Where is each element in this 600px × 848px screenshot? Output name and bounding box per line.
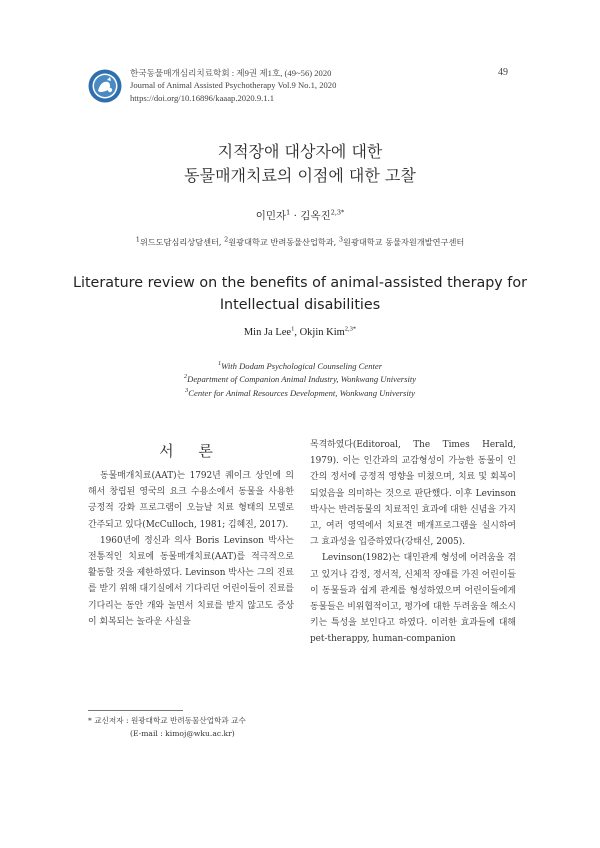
authors-ko — [0, 208, 600, 223]
author-sup: 2,3* — [344, 325, 357, 333]
affiliation-sup: 1 — [135, 235, 140, 244]
journal-name-ko: 한국동물매개심리치료학회 : 제9권 제1호, (49~56) 2020 — [130, 68, 332, 78]
paper-title-ko — [0, 140, 600, 188]
page-number: 49 — [498, 67, 508, 78]
author-sup: 1 — [291, 325, 295, 333]
author-name: Min Ja Lee — [243, 327, 292, 338]
affiliation-sup: 3 — [185, 386, 189, 394]
affiliations-ko — [0, 237, 600, 248]
author-sup: 1 — [286, 208, 291, 217]
title-en-line2: Intellectual disabilities — [219, 296, 381, 313]
journal-logo-icon — [88, 69, 122, 103]
affiliation-text: Department of Companion Animal Industry, Wonkwang University — [187, 374, 417, 385]
body-paragraph: 목격하였다(Editoroal, The Times Herald, 1979). 이는 인간과의 교감형성이 가능한 동물이 인간의 정서에 긍정적 영향을 미쳤으며, 치료 및 회복이 되었음을 의미하는 것으로 판단했다. 이후 Levinson 박사는 반려동물의 치료적인 효과에 대한 신념을 가지고, 여러 영역에서 치료견 매개프로그램을 실시하여 그 효과성을 입증하였다(강태신, 2005). — [310, 440, 516, 548]
affiliations-en — [0, 360, 600, 400]
doi-link[interactable]: https://doi.org/10.16896/kaaap.2020.9.1.1 — [130, 92, 275, 103]
author-sup: 2,3* — [330, 208, 345, 217]
affiliation-sup: 3 — [338, 235, 344, 244]
author-name: 김옥진 — [300, 210, 331, 222]
affiliation-text: 원광대학교 반려동물산업학과, — [228, 237, 339, 247]
affiliation-text: With Dodam Psychological Counseling Center — [221, 361, 383, 371]
affiliation-line — [0, 360, 600, 373]
affiliation-text: Center for Animal Resources Development, Wonkwang University — [188, 387, 415, 398]
affiliation-line — [0, 387, 600, 400]
title-ko-line1: 지적장애 대상자에 대한 — [217, 142, 383, 161]
title-en-line1: Literature review on the benefits of animal-assisted therapy for — [73, 275, 527, 291]
footnote-divider — [88, 710, 183, 711]
body-paragraph: 1960년에 정신과 의사 Boris Levinson 박사는 전통적인 치료에 동물매개치료(AAT)를 적극적으로 활동할 것을 제한하였다. Levinson 박사는 그의 진료를 받기 위해 대기실에서 기다리던 어린이들이 진료를 기다리는 동안 개와 놀면서 치료를 받지 않고도 증상이 회복되는 놀라운 사실을 — [88, 535, 294, 627]
body-paragraph: 동물매개치료(AAT)는 1792년 퀘이크 상인에 의해서 창립된 영국의 요크 수용소에서 동물을 사용한 긍정적 강화 프로그램이 오늘날 치료 형태의 모델로 간주되고 있다(McCulloch, 1981; 김혜진, 2017). — [88, 471, 294, 530]
body-paragraph: Levinson(1982)는 대인관계 형성에 어려움을 겪고 있거나 감정, 정서적, 신체적 장애를 가진 어린이들이 동물들과 쉽게 관계를 형성하였으며 어린이들에게 동물들은 비위협적이고, 평가에 대한 두려움을 해소시키는 특성을 보인다고 하였다. 이러한 효과들에 대해 pet-therappy, human-companion — [310, 553, 516, 645]
author-separator: , — [294, 327, 300, 338]
paper-title-en — [0, 273, 600, 316]
journal-header — [130, 67, 336, 104]
author-separator: · — [290, 210, 301, 222]
section-heading: 서 론 — [159, 442, 223, 460]
journal-name-en: Journal of Animal Assisted Psychotherapy Vol.9 No.1, 2020 — [130, 80, 337, 91]
right-column — [310, 437, 516, 648]
author-name: Okjin Kim — [299, 327, 345, 338]
title-ko-line2: 동물매개치료의 이점에 대한 고찰 — [184, 166, 416, 185]
affiliation-sup: 1 — [217, 360, 222, 368]
footnote-corresponding: * 교신저자 : 원광대학교 반려동물산업학과 교수 — [88, 716, 246, 725]
author-name: 이민자 — [255, 210, 287, 222]
left-column — [88, 436, 294, 630]
affiliation-text: 원광대학교 동물자원개발연구센터 — [343, 237, 465, 247]
affiliation-line — [0, 373, 600, 386]
affiliation-sup: 2 — [224, 235, 229, 244]
authors-en — [0, 327, 600, 338]
footnote — [88, 714, 298, 740]
footnote-email[interactable]: (E-mail : kimoj@wku.ac.kr) — [130, 729, 235, 738]
affiliation-sup: 2 — [183, 373, 188, 381]
affiliation-text: 위드도담심리상담센터, — [139, 237, 225, 247]
